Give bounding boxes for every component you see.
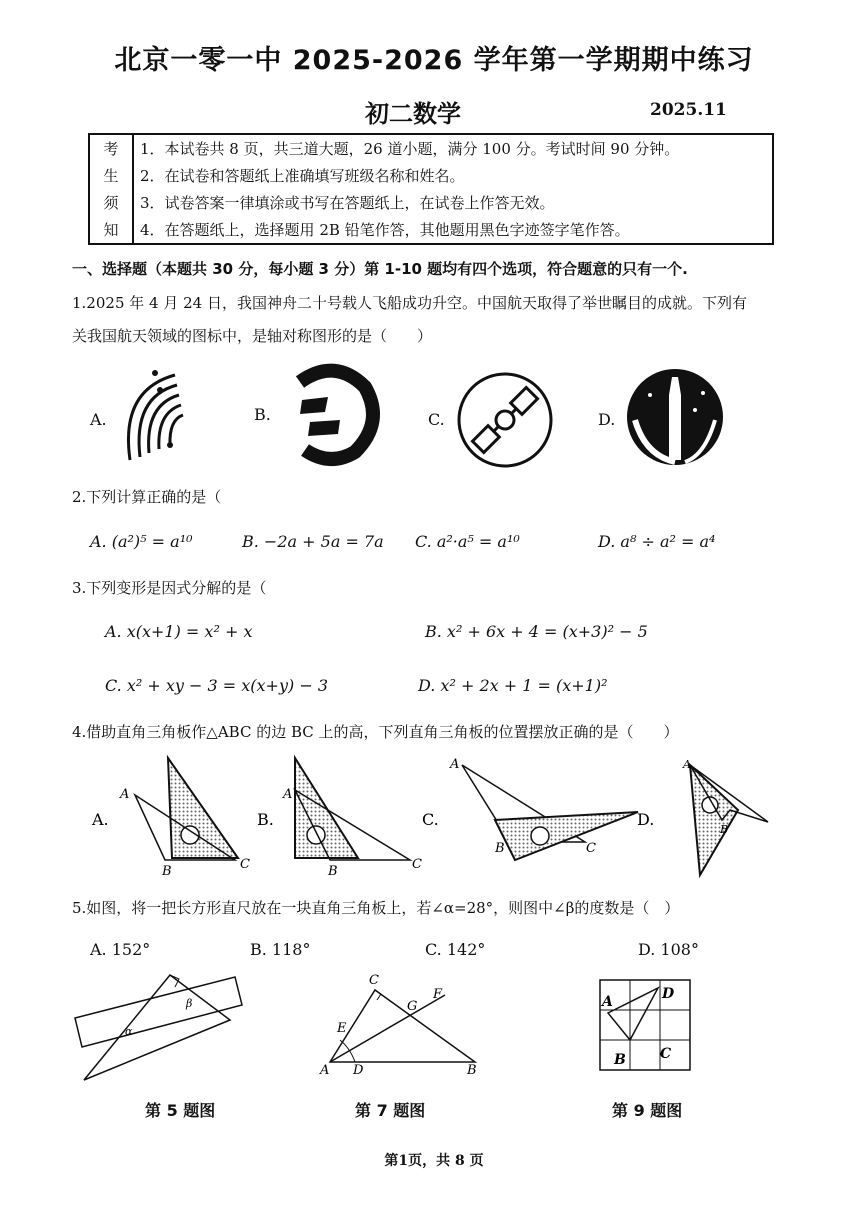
q1-option-d-label: D. xyxy=(598,410,616,429)
q4-option-c-label: C. xyxy=(422,810,439,829)
q5-option-a: A. 152° xyxy=(90,940,151,959)
notice-side-char: 生 xyxy=(89,162,133,189)
section-heading: 一、选择题（本题共 30 分，每小题 3 分）第 1-10 题均有四个选项，符合题意的只有一个. xyxy=(72,260,688,278)
q1-option-c-label: C. xyxy=(428,410,445,429)
q2-option-d: D. a⁸ ÷ a² = a⁴ xyxy=(598,532,716,551)
q4-b-point-c: C xyxy=(412,857,422,872)
fig9-point-b: B xyxy=(614,1052,626,1068)
q3-option-a: A. x(x+1) = x² + x xyxy=(105,622,253,641)
notice-side-char: 知 xyxy=(89,216,133,244)
q4-d-point-a: A xyxy=(683,758,691,771)
exam-notice-table xyxy=(88,133,774,245)
galaxy-logo-icon xyxy=(115,365,190,465)
fig7-point-c: C xyxy=(369,973,379,988)
q5-option-b: B. 118° xyxy=(250,940,311,959)
q1-stem-line2: 关我国航天领域的图标中，是轴对称图形的是（ ） xyxy=(72,327,433,345)
q5-option-d: D. 108° xyxy=(638,940,699,959)
exam-date: 2025.11 xyxy=(650,100,727,120)
fig7-point-e: E xyxy=(337,1021,347,1036)
q4-figures xyxy=(90,750,790,885)
fig9-point-c: C xyxy=(660,1046,672,1062)
q3-stem: 3.下列变形是因式分解的是（ xyxy=(72,579,267,597)
q4-stem: 4.借助直角三角板作△ABC 的边 BC 上的高，下列直角三角板的位置摆放正确的是（ ） xyxy=(72,723,679,741)
fig5-alpha-label: α xyxy=(125,1025,133,1038)
notice-line: 4．在答题纸上，选择题用 2B 铅笔作答，其他题用黑色字迹签字笔作答。 xyxy=(140,221,630,239)
fig7-point-b: B xyxy=(467,1063,477,1078)
notice-line: 3．试卷答案一律填涂或书写在答题纸上，在试卷上作答无效。 xyxy=(140,194,555,212)
figure-5 xyxy=(70,965,250,1085)
q2-stem: 2.下列计算正确的是（ xyxy=(72,488,222,506)
q3-option-d: D. x² + 2x + 1 = (x+1)² xyxy=(418,676,608,695)
q1-option-b-label: B. xyxy=(254,405,271,424)
q4-b-point-b: B xyxy=(328,864,338,879)
q4-c-point-a: A xyxy=(450,757,460,772)
q1-option-a-label: A. xyxy=(90,410,107,429)
q1-stem-line1: 1.2025 年 4 月 24 日，我国神舟二十号载人飞船成功升空。中国航天取得了举世瞩目的成就。下列有 xyxy=(72,294,747,312)
brush-circle-logo-icon xyxy=(280,362,380,467)
subject-title: 初二数学 xyxy=(365,100,461,128)
fig5-caption: 第 5 题图 xyxy=(145,1101,216,1120)
q4-a-point-a: A xyxy=(120,787,130,802)
fig5-beta-label: β xyxy=(186,997,193,1010)
q4-option-b-label: B. xyxy=(257,810,274,829)
q5-option-c: C. 142° xyxy=(425,940,486,959)
fig7-caption: 第 7 题图 xyxy=(355,1101,426,1120)
q5-stem: 5.如图，将一把长方形直尺放在一块直角三角板上，若∠α=28°，则图中∠β的度数是（ ） xyxy=(72,899,680,917)
fig9-caption: 第 9 题图 xyxy=(612,1101,683,1120)
q4-b-point-a: A xyxy=(283,787,293,802)
q4-option-a-label: A. xyxy=(92,810,109,829)
q2-option-b: B. −2a + 5a = 7a xyxy=(242,532,384,551)
notice-side-char: 须 xyxy=(89,189,133,216)
q3-option-b: B. x² + 6x + 4 = (x+3)² − 5 xyxy=(425,622,648,641)
rocket-logo-icon xyxy=(625,365,725,470)
q4-a-point-b: B xyxy=(162,864,172,879)
q4-c-point-c: C xyxy=(586,841,596,856)
notice-side-char: 考 xyxy=(89,134,133,162)
figure-9 xyxy=(598,978,698,1078)
q4-a-point-c: C xyxy=(240,857,250,872)
satellite-logo-icon xyxy=(455,370,555,470)
q3-option-c: C. x² + xy − 3 = x(x+y) − 3 xyxy=(105,676,328,695)
fig9-point-d: D xyxy=(662,986,675,1002)
q4-option-d-label: D. xyxy=(637,810,655,829)
fig7-point-d: D xyxy=(353,1063,364,1078)
fig7-point-g: G xyxy=(407,999,418,1014)
fig7-point-a: A xyxy=(320,1063,330,1078)
page-number: 第1页，共 8 页 xyxy=(384,1153,484,1169)
fig9-point-a: A xyxy=(602,994,613,1010)
notice-line: 2．在试卷和答题纸上准确填写班级名称和姓名。 xyxy=(140,167,465,185)
notice-line: 1．本试卷共 8 页，共三道大题，26 道小题，满分 100 分。考试时间 90 分钟。 xyxy=(140,140,680,158)
q2-option-c: C. a²·a⁵ = a¹⁰ xyxy=(415,532,520,551)
q2-option-a: A. (a²)⁵ = a¹⁰ xyxy=(90,532,193,551)
q4-c-point-b: B xyxy=(495,841,505,856)
fig7-point-f: F xyxy=(433,987,443,1002)
q4-d-point-b: B xyxy=(720,823,729,836)
page-title: 北京一零一中 2025-2026 学年第一学期期中练习 xyxy=(114,45,754,76)
figure-7 xyxy=(315,970,495,1080)
